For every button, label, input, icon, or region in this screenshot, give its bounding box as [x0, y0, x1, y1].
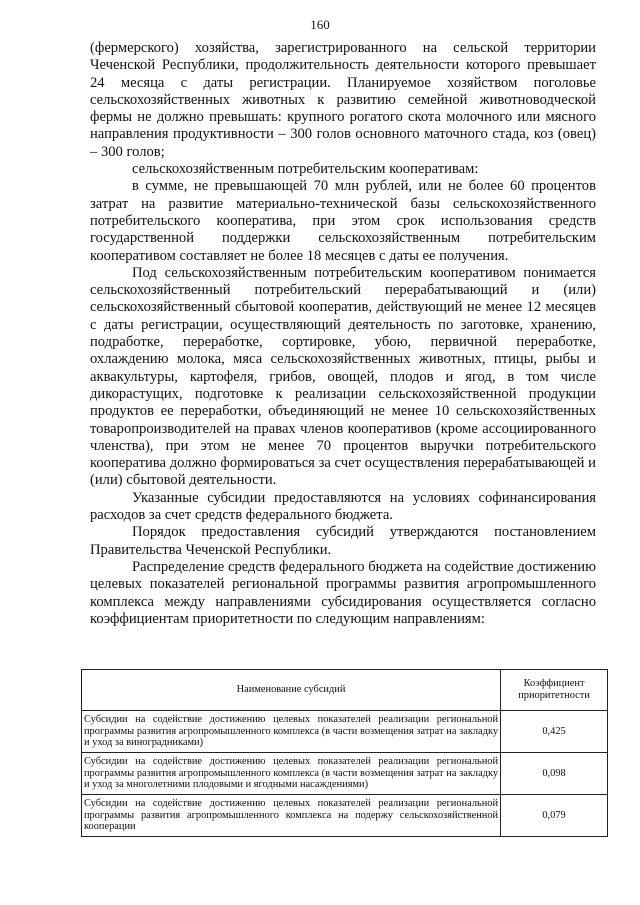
- coefficient-cell: 0,079: [501, 795, 608, 837]
- header-coefficient: Коэффициент приоритетности: [501, 670, 608, 711]
- paragraph: сельскохозяйственным потребительским кооперативам:: [132, 161, 479, 178]
- paragraph: в сумме, не превышающей 70 млн рублей, или не более 60 процентов затрат на развитие материально-технической базы сельскохозяйственного потребительского кооператива, при этом срок использования средств государственной поддержки сельскохозяйственным потребительским кооперативом составляет не более 18 месяцев с даты ее получения.: [90, 178, 596, 264]
- paragraph: Распределение средств федерального бюджета на содействие достижению целевых показателей региональной программы развития агропромышленного комплекса между направлениями субсидирования осуществляется согласно коэффициентам приоритетности по следующим направлениям:: [90, 558, 596, 627]
- paragraph: Под сельскохозяйственным потребительским кооперативом понимается сельскохозяйственный потребительский перерабатывающий и (или) сельскохозяйственный сбытовой кооператив, действующий не менее 12 месяцев с даты регистрации, осуществляющий деятельность по заготовке, хранению, подработке, переработке, сортировке, убою, первичной переработке, охлаждению молока, мяса сельскохозяйственных животных, птицы, рыбы и аквакультуры, картофеля, грибов, овощей, плодов и ягод, в том числе дикорастущих, подготовке к реализации сельскохозяйственной продукции продуктов ее переработки, объединяющий не менее 10 сельскохозяйственных товаропроизводителей на правах членов кооперативов (кроме ассоциированного членства), при этом не менее 70 процентов выручки потребительского кооператива должно формироваться за счет осуществления перерабатывающей и (или) сбытовой деятельности.: [90, 264, 596, 489]
- paragraph: Порядок предоставления субсидий утверждаются постановлением Правительства Чеченской Республики.: [90, 524, 596, 558]
- coefficient-cell: 0,098: [501, 753, 608, 795]
- page-number: 160: [310, 17, 330, 32]
- subsidy-coefficients-table: [81, 669, 608, 837]
- paragraph: (фермерского) хозяйства, зарегистрированного на сельской территории Чеченской Республики, продолжительность деятельности которого превышает 24 месяца с даты регистрации. Планируемое хозяйством поголовье сельскохозяйственных животных к развитию семейной животноводческой фермы не должно превышать: крупного рогатого скота молочного или мясного направления продуктивности – 300 голов основного маточного стада, коз (овец) – 300 голов;: [90, 40, 596, 160]
- subsidy-name-cell: Субсидии на содействие достижению целевых показателей реализации региональной программы развития агропромышленного комплекса (в части возмещения затрат на закладку и уход за многолетними плодовыми и ягодными насаждениями): [82, 753, 501, 795]
- table-row: [82, 711, 608, 753]
- table-row: [82, 795, 608, 837]
- table-row: [82, 753, 608, 795]
- subsidy-name-cell: Субсидии на содействие достижению целевых показателей реализации региональной программы развития агропромышленного комплекса (в части возмещения затрат на закладку и уход за виноградниками): [82, 711, 501, 753]
- coefficient-cell: 0,425: [501, 711, 608, 753]
- paragraph: Указанные субсидии предоставляются на условиях софинансирования расходов за счет средств федерального бюджета.: [90, 489, 596, 524]
- table-header-row: [82, 670, 608, 711]
- header-subsidy-name: Наименование субсидий: [82, 670, 501, 711]
- body-text: [90, 40, 596, 628]
- subsidy-name-cell: Субсидии на содействие достижению целевых показателей реализации региональной программы развития агропромышленного комплекса на подержу сельскохозяйственной кооперации: [82, 795, 501, 837]
